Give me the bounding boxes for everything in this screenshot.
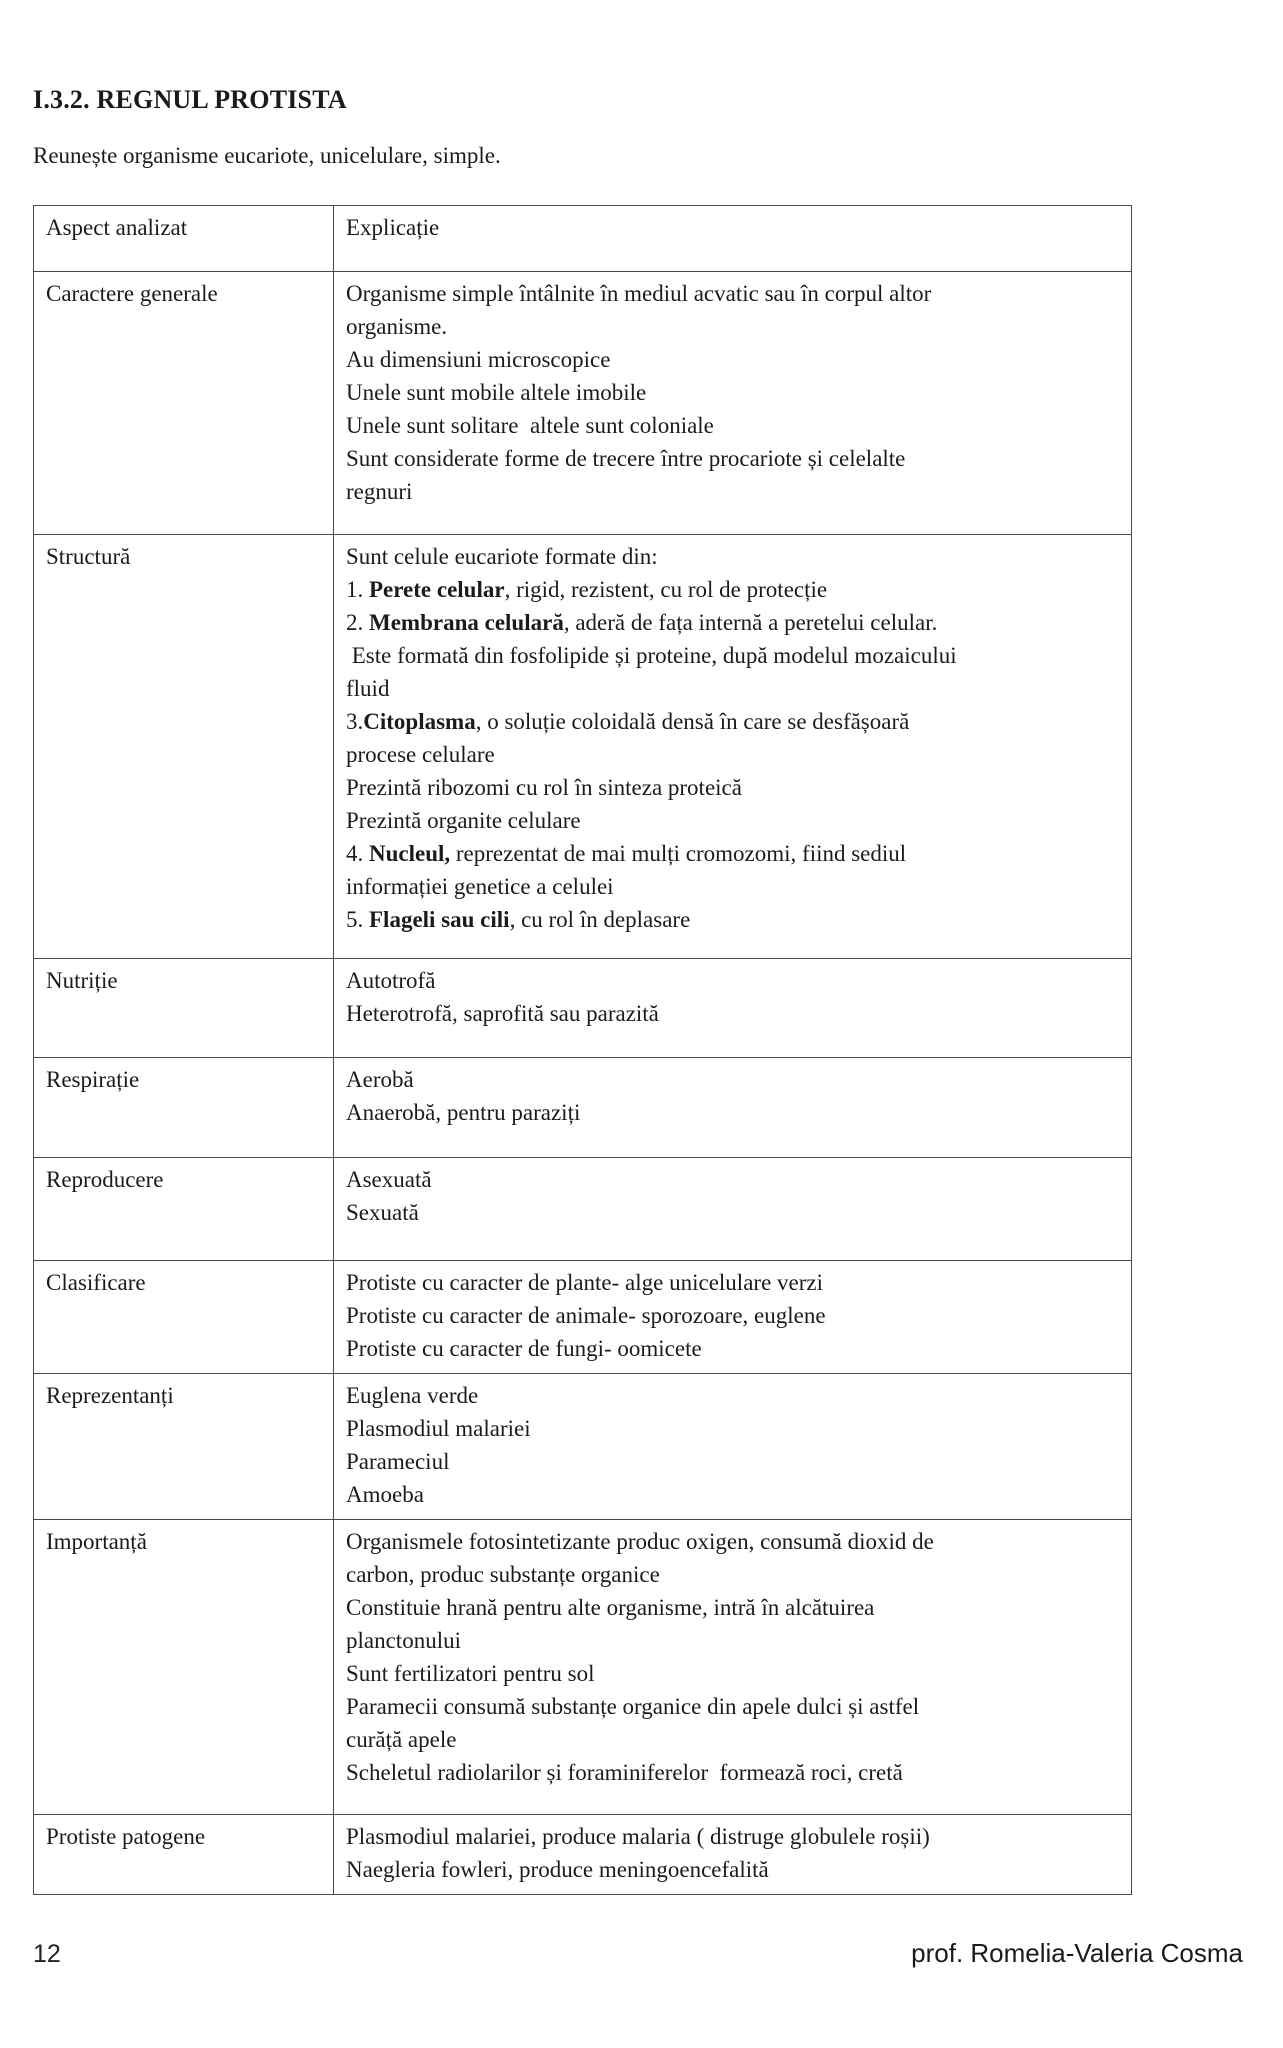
explanation-line: Amoeba	[346, 1482, 424, 1507]
explanation-cell	[334, 1520, 1132, 1815]
header-aspect-analizat: Aspect analizat	[34, 206, 334, 272]
explanation-line: Constituie hrană pentru alte organisme, intră în alcătuirea	[346, 1595, 875, 1620]
aspect-cell: Respirație	[34, 1058, 334, 1158]
explanation-line: Heterotrofă, saprofită sau parazită	[346, 1001, 659, 1026]
table-row	[34, 1815, 1132, 1895]
explanation-line: Sexuată	[346, 1200, 419, 1225]
explanation-cell	[334, 1158, 1132, 1261]
explanation-line: planctonului	[346, 1628, 461, 1653]
table-row	[34, 535, 1132, 959]
table-header-row	[34, 206, 1132, 272]
explanation-cell	[334, 1058, 1132, 1158]
explanation-cell	[334, 1261, 1132, 1374]
explanation-line: Unele sunt solitare altele sunt coloniale	[346, 413, 714, 438]
aspect-cell: Clasificare	[34, 1261, 334, 1374]
explanation-line: Protiste cu caracter de plante- alge unicelulare verzi	[346, 1270, 823, 1295]
aspect-cell: Importanță	[34, 1520, 334, 1815]
aspects-table	[33, 205, 1132, 1895]
explanation-line: Prezintă organite celulare	[346, 808, 581, 833]
explanation-line: Organismele fotosintetizante produc oxigen, consumă dioxid de	[346, 1529, 934, 1554]
explanation-line: Parameciul	[346, 1449, 450, 1474]
explanation-line: Paramecii consumă substanțe organice din apele dulci și astfel	[346, 1694, 920, 1719]
explanation-line: Sunt celule eucariote formate din:	[346, 544, 658, 569]
table-row	[34, 1261, 1132, 1374]
explanation-line: Unele sunt mobile altele imobile	[346, 380, 647, 405]
explanation-line: Protiste cu caracter de animale- sporozoare, euglene	[346, 1303, 826, 1328]
explanation-line: 2. Membrana celulară, aderă de fața internă a peretelui celular.	[346, 610, 938, 635]
explanation-line: Sunt fertilizatori pentru sol	[346, 1661, 595, 1686]
explanation-line: 3.Citoplasma, o soluție coloidală densă în care se desfășoară	[346, 709, 910, 734]
aspect-cell: Caractere generale	[34, 272, 334, 535]
table-row	[34, 1158, 1132, 1261]
explanation-line: Euglena verde	[346, 1383, 479, 1408]
explanation-line: informației genetice a celulei	[346, 874, 614, 899]
explanation-cell	[334, 535, 1132, 959]
aspect-cell: Structură	[34, 535, 334, 959]
intro-text: Reunește organisme eucariote, unicelulare, simple.	[33, 143, 501, 168]
explanation-line: Naegleria fowleri, produce meningoencefalită	[346, 1857, 769, 1882]
explanation-cell	[334, 959, 1132, 1058]
explanation-line: organisme.	[346, 314, 448, 339]
page-title: I.3.2. REGNUL PROTISTA	[33, 85, 347, 114]
table-row	[34, 1520, 1132, 1815]
explanation-line: Prezintă ribozomi cu rol în sinteza proteică	[346, 775, 742, 800]
table-row	[34, 1374, 1132, 1520]
aspect-cell: Reprezentanți	[34, 1374, 334, 1520]
explanation-line: carbon, produc substanțe organice	[346, 1562, 660, 1587]
header-explicatie: Explicație	[334, 206, 1132, 272]
table-row	[34, 272, 1132, 535]
explanation-line: Anaerobă, pentru paraziți	[346, 1100, 581, 1125]
page-number: 12	[33, 1940, 61, 1968]
explanation-line: Organisme simple întâlnite în mediul acvatic sau în corpul altor	[346, 281, 932, 306]
explanation-line: procese celulare	[346, 742, 495, 767]
explanation-line: Aerobă	[346, 1067, 414, 1092]
explanation-line: Asexuată	[346, 1167, 432, 1192]
aspect-cell: Nutriție	[34, 959, 334, 1058]
explanation-line: fluid	[346, 676, 390, 701]
explanation-line: 1. Perete celular, rigid, rezistent, cu rol de protecție	[346, 577, 828, 602]
explanation-cell	[334, 1374, 1132, 1520]
table-row	[34, 959, 1132, 1058]
aspect-cell: Protiste patogene	[34, 1815, 334, 1895]
explanation-line: Autotrofă	[346, 968, 436, 993]
table-body	[34, 272, 1132, 1895]
explanation-line: regnuri	[346, 479, 413, 504]
explanation-line: Plasmodiul malariei, produce malaria ( distruge globulele roșii)	[346, 1824, 930, 1849]
explanation-line: Protiste cu caracter de fungi- oomicete	[346, 1336, 702, 1361]
explanation-line: Este formată din fosfolipide și proteine, după modelul mozaicului	[346, 643, 957, 668]
explanation-line: Plasmodiul malariei	[346, 1416, 531, 1441]
explanation-cell	[334, 1815, 1132, 1895]
explanation-line: Au dimensiuni microscopice	[346, 347, 611, 372]
explanation-line: Scheletul radiolarilor și foraminiferelor formează roci, cretă	[346, 1760, 903, 1785]
explanation-line: 4. Nucleul, reprezentat de mai mulți cromozomi, fiind sediul	[346, 841, 907, 866]
page-footer	[33, 1938, 1243, 1969]
explanation-line: Sunt considerate forme de trecere între procariote și celelalte	[346, 446, 906, 471]
table-row	[34, 1058, 1132, 1158]
footer-author: prof. Romelia-Valeria Cosma	[911, 1938, 1243, 1968]
explanation-line: 5. Flageli sau cili, cu rol în deplasare	[346, 907, 691, 932]
aspect-cell: Reproducere	[34, 1158, 334, 1261]
explanation-cell	[334, 272, 1132, 535]
explanation-line: curăță apele	[346, 1727, 457, 1752]
